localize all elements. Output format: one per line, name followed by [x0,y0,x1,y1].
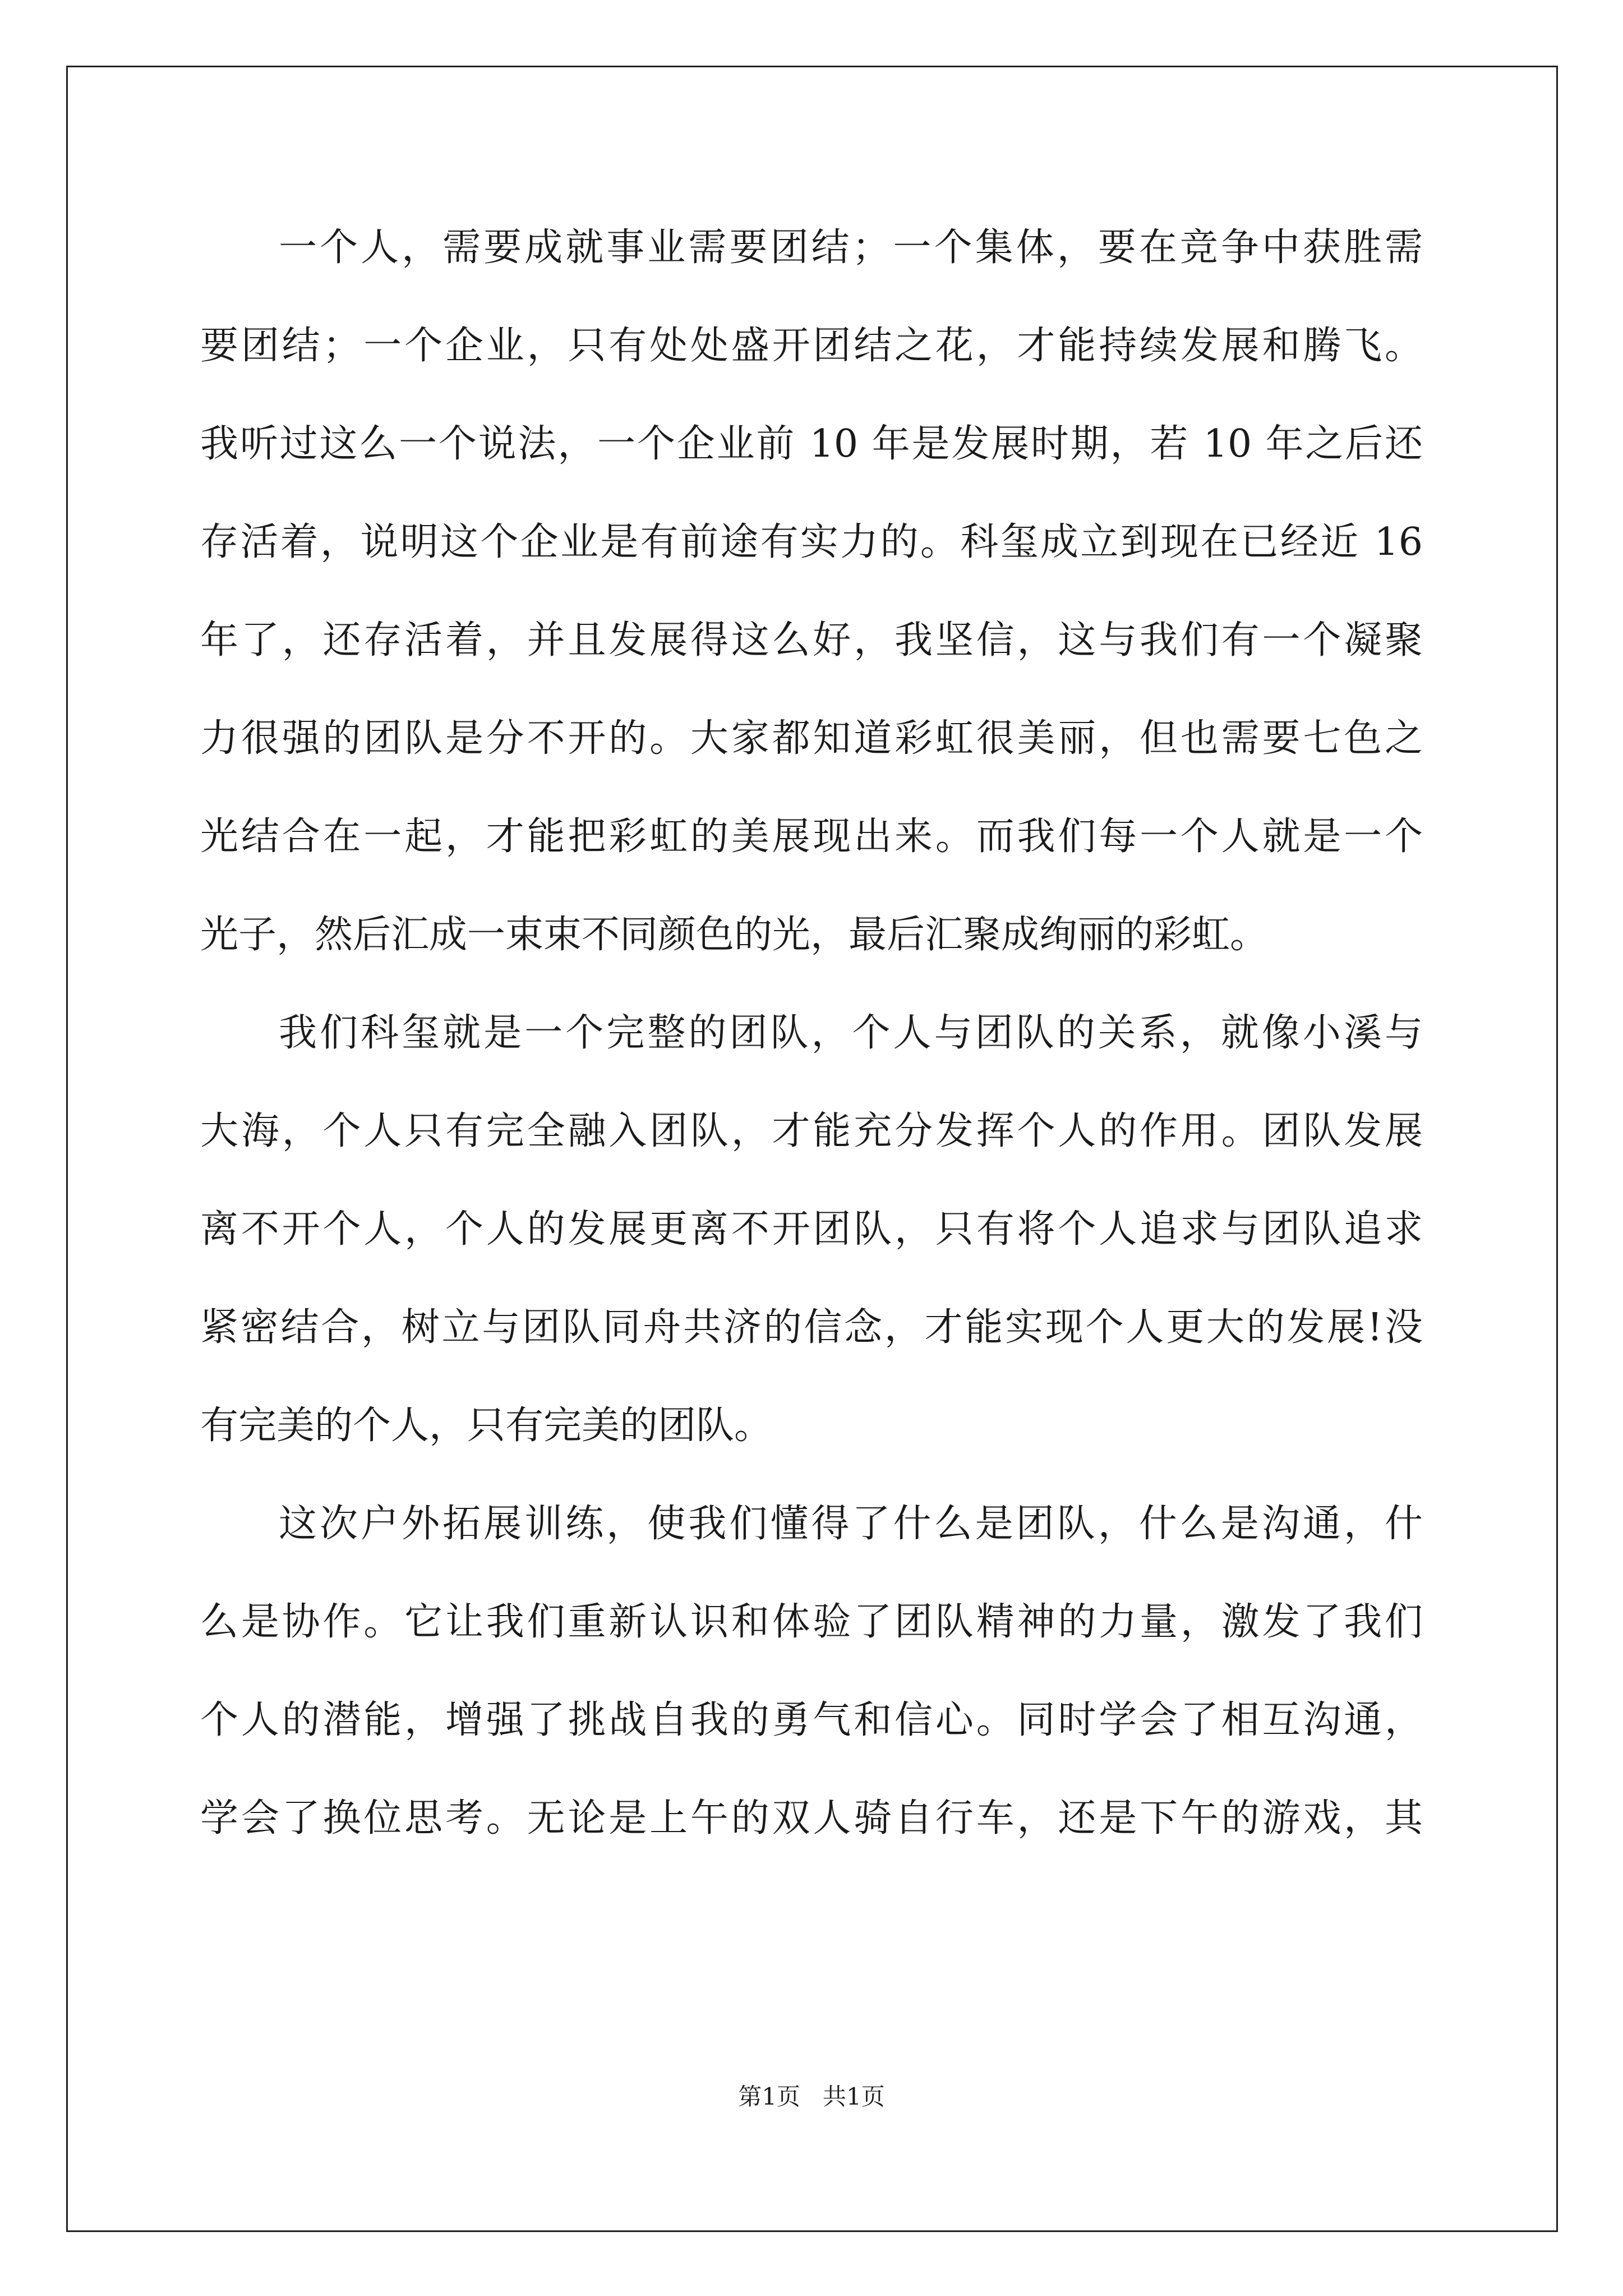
paragraph-2-line-4: 紧密结合，树立与团队同舟共济的信念，才能实现个人更大的发展!没 [200,1305,1423,1350]
paragraph-3-line-3: 个人的潜能，增强了挑战自我的勇气和信心。同时学会了相互沟通， [200,1698,1423,1742]
paragraph-1-line-8: 光子，然后汇成一束束不同颜色的光，最后汇聚成绚丽的彩虹。 [200,913,1269,957]
paragraph-1-line-7: 光结合在一起，才能把彩虹的美展现出来。而我们每一个人就是一个 [200,815,1423,859]
paragraph-3-line-1: 这次户外拓展训练，使我们懂得了什么是团队，什么是沟通，什 [279,1502,1423,1546]
page-number-footer: 第1页 共1页 [738,2083,885,2110]
paragraph-2-line-3: 离不开个人，个人的发展更离不开团队，只有将个人追求与团队追求 [200,1207,1423,1251]
paragraph-1-line-6: 力很强的团队是分不开的。大家都知道彩虹很美丽，但也需要七色之 [200,716,1423,761]
paragraph-2-line-1: 我们科玺就是一个完整的团队，个人与团队的关系，就像小溪与 [279,1011,1423,1055]
paragraph-1-line-5: 年了，还存活着，并且发展得这么好，我坚信，这与我们有一个凝聚 [200,618,1423,662]
paragraph-3-line-4: 学会了换位思考。无论是上午的双人骑自行车，还是下午的游戏，其 [200,1796,1423,1841]
paragraph-3-line-2: 么是协作。它让我们重新认识和体验了团队精神的力量，激发了我们 [200,1600,1423,1644]
paragraph-1-line-1: 一个人，需要成就事业需要团结；一个集体，要在竞争中获胜需 [279,226,1423,270]
paragraph-1-line-2: 要团结；一个企业，只有处处盛开团结之花，才能持续发展和腾飞。 [200,324,1423,368]
paragraph-2-line-5: 有完美的个人，只有完美的团队。 [200,1404,773,1448]
paragraph-1-line-3: 我听过这么一个说法，一个企业前 10 年是发展时期，若 10 年之后还 [200,422,1423,466]
paragraph-2-line-2: 大海，个人只有完全融入团队，才能充分发挥个人的作用。团队发展 [200,1109,1423,1153]
paragraph-1-line-4: 存活着，说明这个企业是有前途有实力的。科玺成立到现在已经近 16 [200,520,1423,564]
